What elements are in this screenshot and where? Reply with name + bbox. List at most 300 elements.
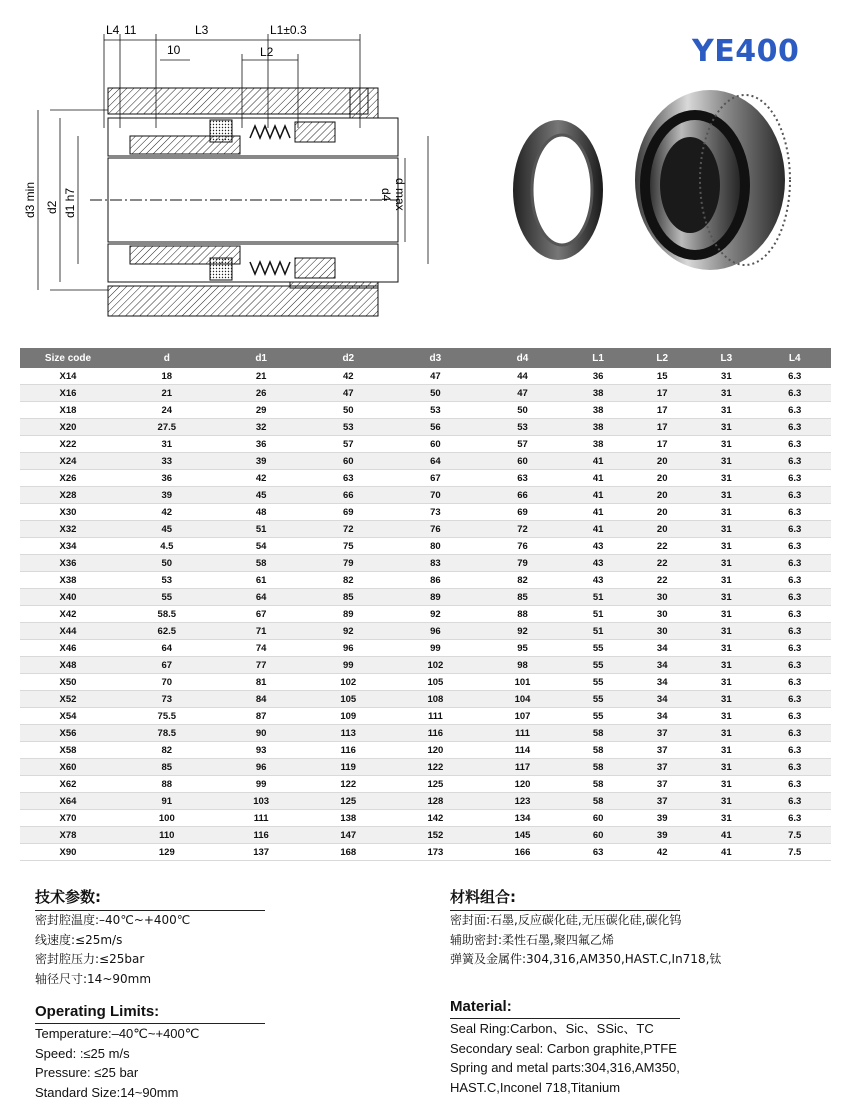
table-cell: 38 <box>566 385 630 402</box>
label-11: 11 <box>124 23 137 37</box>
table-cell: 173 <box>392 844 479 861</box>
tech-param-line: 线速度:≤25m/s <box>35 932 123 947</box>
table-cell: X52 <box>20 691 116 708</box>
table-cell: 31 <box>694 725 758 742</box>
table-cell: 37 <box>630 759 694 776</box>
table-cell: 108 <box>392 691 479 708</box>
seal-ring-photo <box>513 120 603 260</box>
table-cell: 82 <box>479 572 566 589</box>
table-cell: 69 <box>479 504 566 521</box>
table-cell: 42 <box>305 368 392 385</box>
table-cell: X46 <box>20 640 116 657</box>
table-cell: 61 <box>218 572 305 589</box>
table-cell: 20 <box>630 453 694 470</box>
table-cell: 55 <box>566 640 630 657</box>
table-row <box>20 623 831 640</box>
table-row <box>20 657 831 674</box>
table-cell: 55 <box>566 708 630 725</box>
table-cell: 42 <box>630 844 694 861</box>
col-header: d4 <box>479 348 566 368</box>
table-cell: 72 <box>479 521 566 538</box>
label-l3: L3 <box>195 23 209 37</box>
table-row <box>20 436 831 453</box>
material-line: Spring and metal parts:304,316,AM350, <box>450 1060 680 1075</box>
table-cell: 34 <box>630 691 694 708</box>
table-cell: 7.5 <box>758 844 831 861</box>
table-row <box>20 487 831 504</box>
table-cell: 125 <box>392 776 479 793</box>
table-cell: 31 <box>694 674 758 691</box>
table-cell: 95 <box>479 640 566 657</box>
table-cell: 6.3 <box>758 504 831 521</box>
table-cell: 31 <box>694 487 758 504</box>
table-cell: 6.3 <box>758 572 831 589</box>
table-cell: 15 <box>630 368 694 385</box>
operating-limits-heading: Operating Limits: <box>35 1003 265 1024</box>
table-cell: 34 <box>630 657 694 674</box>
table-cell: 20 <box>630 470 694 487</box>
table-cell: 31 <box>694 759 758 776</box>
table-cell: 6.3 <box>758 776 831 793</box>
table-cell: 142 <box>392 810 479 827</box>
table-cell: 31 <box>694 453 758 470</box>
table-cell: 123 <box>479 793 566 810</box>
table-cell: 31 <box>694 589 758 606</box>
table-cell: 60 <box>479 453 566 470</box>
table-row <box>20 708 831 725</box>
table-cell: 51 <box>566 623 630 640</box>
table-cell: X50 <box>20 674 116 691</box>
table-cell: X58 <box>20 742 116 759</box>
table-cell: 6.3 <box>758 657 831 674</box>
table-cell: X40 <box>20 589 116 606</box>
table-cell: X36 <box>20 555 116 572</box>
table-cell: 60 <box>566 810 630 827</box>
table-cell: 6.3 <box>758 470 831 487</box>
table-cell: X44 <box>20 623 116 640</box>
table-row <box>20 538 831 555</box>
table-cell: 17 <box>630 419 694 436</box>
table-cell: 6.3 <box>758 759 831 776</box>
table-cell: 75.5 <box>116 708 218 725</box>
table-cell: 48 <box>218 504 305 521</box>
table-cell: 34 <box>630 674 694 691</box>
table-cell: 31 <box>694 742 758 759</box>
table-cell: 21 <box>218 368 305 385</box>
table-cell: 147 <box>305 827 392 844</box>
label-l1: L1±0.3 <box>270 23 307 37</box>
table-cell: 138 <box>305 810 392 827</box>
table-row <box>20 589 831 606</box>
table-cell: 99 <box>218 776 305 793</box>
table-cell: 96 <box>218 759 305 776</box>
table-cell: 82 <box>116 742 218 759</box>
table-cell: 67 <box>218 606 305 623</box>
table-cell: X20 <box>20 419 116 436</box>
material-heading: Material: <box>450 998 680 1019</box>
table-cell: X34 <box>20 538 116 555</box>
table-cell: 96 <box>305 640 392 657</box>
table-cell: X18 <box>20 402 116 419</box>
table-cell: 31 <box>694 504 758 521</box>
table-cell: 42 <box>116 504 218 521</box>
operating-limit-line: Temperature:–40℃~+400℃ <box>35 1026 200 1041</box>
table-cell: 70 <box>116 674 218 691</box>
table-row <box>20 793 831 810</box>
table-cell: 93 <box>218 742 305 759</box>
table-row <box>20 385 831 402</box>
table-cell: 6.3 <box>758 521 831 538</box>
table-cell: 6.3 <box>758 368 831 385</box>
col-header: d2 <box>305 348 392 368</box>
housing-top <box>108 88 368 114</box>
table-cell: 85 <box>305 589 392 606</box>
table-cell: 30 <box>630 623 694 640</box>
table-row <box>20 368 831 385</box>
table-row <box>20 691 831 708</box>
table-row <box>20 504 831 521</box>
table-cell: 45 <box>116 521 218 538</box>
table-cell: X54 <box>20 708 116 725</box>
table-cell: 88 <box>479 606 566 623</box>
table-cell: X32 <box>20 521 116 538</box>
table-cell: X22 <box>20 436 116 453</box>
table-cell: 101 <box>479 674 566 691</box>
table-cell: 20 <box>630 487 694 504</box>
table-cell: 6.3 <box>758 640 831 657</box>
table-cell: 137 <box>218 844 305 861</box>
table-cell: 37 <box>630 725 694 742</box>
table-cell: 166 <box>479 844 566 861</box>
table-cell: 31 <box>694 623 758 640</box>
size-table <box>20 348 831 861</box>
table-cell: 17 <box>630 402 694 419</box>
table-cell: 89 <box>305 606 392 623</box>
table-cell: 64 <box>116 640 218 657</box>
table-cell: 58 <box>566 793 630 810</box>
table-cell: 50 <box>116 555 218 572</box>
table-cell: 116 <box>218 827 305 844</box>
table-cell: 33 <box>116 453 218 470</box>
table-cell: 31 <box>694 470 758 487</box>
table-cell: 82 <box>305 572 392 589</box>
table-cell: 78.5 <box>116 725 218 742</box>
table-cell: 114 <box>479 742 566 759</box>
label-dmax: d max <box>393 178 407 211</box>
table-cell: 102 <box>392 657 479 674</box>
table-cell: 89 <box>392 589 479 606</box>
table-cell: 77 <box>218 657 305 674</box>
table-cell: 63 <box>566 844 630 861</box>
table-cell: 67 <box>392 470 479 487</box>
table-cell: 21 <box>116 385 218 402</box>
label-10: 10 <box>167 43 181 57</box>
table-cell: 31 <box>694 385 758 402</box>
table-cell: 41 <box>566 521 630 538</box>
label-d2: d2 <box>45 200 59 214</box>
table-row <box>20 759 831 776</box>
operating-limit-line: Standard Size:14~90mm <box>35 1084 179 1100</box>
table-cell: 57 <box>305 436 392 453</box>
table-row <box>20 453 831 470</box>
table-cell: 122 <box>305 776 392 793</box>
table-cell: 128 <box>392 793 479 810</box>
table-cell: 30 <box>630 606 694 623</box>
col-header: Size code <box>20 348 116 368</box>
materials-cn <box>450 886 721 970</box>
table-cell: 43 <box>566 572 630 589</box>
table-cell: 31 <box>694 402 758 419</box>
table-cell: 85 <box>116 759 218 776</box>
table-header-row <box>20 348 831 368</box>
table-cell: 7.5 <box>758 827 831 844</box>
table-cell: 100 <box>116 810 218 827</box>
table-cell: 20 <box>630 504 694 521</box>
col-header: L1 <box>566 348 630 368</box>
table-cell: 42 <box>218 470 305 487</box>
table-cell: 41 <box>566 470 630 487</box>
table-cell: 55 <box>566 674 630 691</box>
table-cell: 71 <box>218 623 305 640</box>
label-l2: L2 <box>260 45 274 59</box>
table-cell: 60 <box>566 827 630 844</box>
table-cell: 129 <box>116 844 218 861</box>
table-cell: 96 <box>392 623 479 640</box>
table-cell: X42 <box>20 606 116 623</box>
table-cell: 17 <box>630 385 694 402</box>
table-cell: 54 <box>218 538 305 555</box>
table-cell: 41 <box>566 487 630 504</box>
table-cell: 43 <box>566 538 630 555</box>
table-row <box>20 555 831 572</box>
table-cell: 58 <box>566 725 630 742</box>
table-cell: 47 <box>392 368 479 385</box>
table-cell: 6.3 <box>758 606 831 623</box>
table-cell: 47 <box>479 385 566 402</box>
table-cell: 41 <box>694 844 758 861</box>
table-cell: 41 <box>566 453 630 470</box>
table-cell: 18 <box>116 368 218 385</box>
table-row <box>20 674 831 691</box>
table-cell: 45 <box>218 487 305 504</box>
table-cell: 6.3 <box>758 691 831 708</box>
operating-limit-line: Speed: :≤25 m/s <box>35 1045 130 1061</box>
table-row <box>20 640 831 657</box>
carbon-ring-bottom <box>210 258 232 280</box>
table-cell: 168 <box>305 844 392 861</box>
table-cell: 22 <box>630 538 694 555</box>
table-cell: 44 <box>479 368 566 385</box>
table-cell: 92 <box>392 606 479 623</box>
table-cell: 116 <box>305 742 392 759</box>
table-row <box>20 521 831 538</box>
table-cell: 31 <box>694 555 758 572</box>
table-row <box>20 776 831 793</box>
table-cell: 57 <box>479 436 566 453</box>
table-cell: 6.3 <box>758 555 831 572</box>
table-cell: 31 <box>694 436 758 453</box>
table-cell: 105 <box>305 691 392 708</box>
table-cell: 79 <box>479 555 566 572</box>
table-cell: 37 <box>630 742 694 759</box>
material-cn-line: 弹簧及金属件:304,316,AM350,HAST.C,In718,钛 <box>450 952 722 966</box>
table-cell: 81 <box>218 674 305 691</box>
table-cell: 34 <box>630 640 694 657</box>
table-cell: 31 <box>694 793 758 810</box>
material-cn-line: 辅助密封:柔性石墨,聚四氟乙烯 <box>450 932 614 947</box>
table-cell: 117 <box>479 759 566 776</box>
table-cell: 110 <box>116 827 218 844</box>
table-cell: 75 <box>305 538 392 555</box>
technical-drawing <box>20 18 407 328</box>
tech-params-cn <box>35 886 265 989</box>
table-cell: 73 <box>392 504 479 521</box>
collar-bottom <box>295 258 335 278</box>
table-cell: 6.3 <box>758 436 831 453</box>
table-cell: 120 <box>479 776 566 793</box>
table-row <box>20 402 831 419</box>
table-cell: 43 <box>566 555 630 572</box>
table-cell: 111 <box>479 725 566 742</box>
table-cell: X64 <box>20 793 116 810</box>
material-cn-line: 密封面:石墨,反应碳化硅,无压碳化硅,碳化钨 <box>450 913 682 927</box>
table-cell: 31 <box>694 419 758 436</box>
table-cell: X62 <box>20 776 116 793</box>
table-cell: X26 <box>20 470 116 487</box>
table-row <box>20 742 831 759</box>
table-cell: 76 <box>392 521 479 538</box>
bellows-seal-photo <box>635 90 790 270</box>
table-cell: 111 <box>218 810 305 827</box>
table-cell: 76 <box>479 538 566 555</box>
table-cell: 103 <box>218 793 305 810</box>
table-cell: 63 <box>479 470 566 487</box>
table-cell: 53 <box>479 419 566 436</box>
table-cell: 70 <box>392 487 479 504</box>
tech-param-line: 密封腔压力:≤25bar <box>35 952 145 966</box>
col-header: d3 <box>392 348 479 368</box>
table-cell: 64 <box>218 589 305 606</box>
table-cell: 6.3 <box>758 487 831 504</box>
table-cell: 99 <box>392 640 479 657</box>
table-cell: 58.5 <box>116 606 218 623</box>
table-cell: 6.3 <box>758 402 831 419</box>
table-cell: X90 <box>20 844 116 861</box>
table-cell: X38 <box>20 572 116 589</box>
table-cell: 116 <box>392 725 479 742</box>
table-cell: 85 <box>479 589 566 606</box>
table-cell: 53 <box>392 402 479 419</box>
table-cell: 67 <box>116 657 218 674</box>
table-cell: 102 <box>305 674 392 691</box>
label-l4: L4 <box>106 23 120 37</box>
material-line: Secondary seal: Carbon graphite,PTFE <box>450 1040 677 1056</box>
table-cell: 73 <box>116 691 218 708</box>
table-cell: 31 <box>116 436 218 453</box>
material-line: HAST.C,Inconel 718,Titanium <box>450 1079 621 1095</box>
table-cell: 74 <box>218 640 305 657</box>
table-cell: 6.3 <box>758 623 831 640</box>
col-header: d1 <box>218 348 305 368</box>
table-cell: 24 <box>116 402 218 419</box>
table-cell: 120 <box>392 742 479 759</box>
table-cell: 31 <box>694 657 758 674</box>
table-cell: 50 <box>479 402 566 419</box>
table-cell: 32 <box>218 419 305 436</box>
table-cell: 55 <box>116 589 218 606</box>
table-cell: 113 <box>305 725 392 742</box>
materials-cn-heading: 材料组合: <box>450 886 680 911</box>
table-cell: 58 <box>566 776 630 793</box>
table-cell: X14 <box>20 368 116 385</box>
table-row <box>20 725 831 742</box>
table-cell: 31 <box>694 810 758 827</box>
table-cell: 31 <box>694 368 758 385</box>
table-cell: 86 <box>392 572 479 589</box>
table-cell: 6.3 <box>758 589 831 606</box>
col-header: L2 <box>630 348 694 368</box>
table-cell: 58 <box>566 742 630 759</box>
table-cell: 31 <box>694 640 758 657</box>
table-cell: 92 <box>479 623 566 640</box>
table-cell: 39 <box>630 827 694 844</box>
table-cell: 36 <box>566 368 630 385</box>
table-cell: 55 <box>566 691 630 708</box>
table-cell: 6.3 <box>758 453 831 470</box>
material-line: Seal Ring:Carbon、Sic、SSic、TC <box>450 1021 654 1036</box>
table-cell: 31 <box>694 708 758 725</box>
table-cell: 6.3 <box>758 793 831 810</box>
table-cell: X78 <box>20 827 116 844</box>
table-cell: 91 <box>116 793 218 810</box>
table-cell: 47 <box>305 385 392 402</box>
table-cell: 53 <box>116 572 218 589</box>
table-cell: 36 <box>116 470 218 487</box>
table-cell: 55 <box>566 657 630 674</box>
table-cell: 87 <box>218 708 305 725</box>
table-cell: 107 <box>479 708 566 725</box>
table-row <box>20 470 831 487</box>
table-cell: 62.5 <box>116 623 218 640</box>
product-photos <box>500 85 830 285</box>
table-row <box>20 572 831 589</box>
table-cell: 56 <box>392 419 479 436</box>
table-cell: 29 <box>218 402 305 419</box>
table-cell: 22 <box>630 555 694 572</box>
collar-top <box>295 122 335 142</box>
table-cell: 6.3 <box>758 538 831 555</box>
table-cell: 122 <box>392 759 479 776</box>
table-cell: 30 <box>630 589 694 606</box>
table-cell: 105 <box>392 674 479 691</box>
table-cell: 125 <box>305 793 392 810</box>
table-cell: 53 <box>305 419 392 436</box>
table-cell: 51 <box>218 521 305 538</box>
table-cell: 6.3 <box>758 708 831 725</box>
table-cell: 41 <box>566 504 630 521</box>
table-cell: 27.5 <box>116 419 218 436</box>
table-cell: X28 <box>20 487 116 504</box>
table-cell: 39 <box>218 453 305 470</box>
table-cell: 38 <box>566 419 630 436</box>
tech-params-heading: 技术参数: <box>35 886 265 911</box>
table-cell: X70 <box>20 810 116 827</box>
table-cell: 58 <box>218 555 305 572</box>
table-cell: 26 <box>218 385 305 402</box>
col-header: d <box>116 348 218 368</box>
table-cell: 66 <box>479 487 566 504</box>
table-cell: 98 <box>479 657 566 674</box>
